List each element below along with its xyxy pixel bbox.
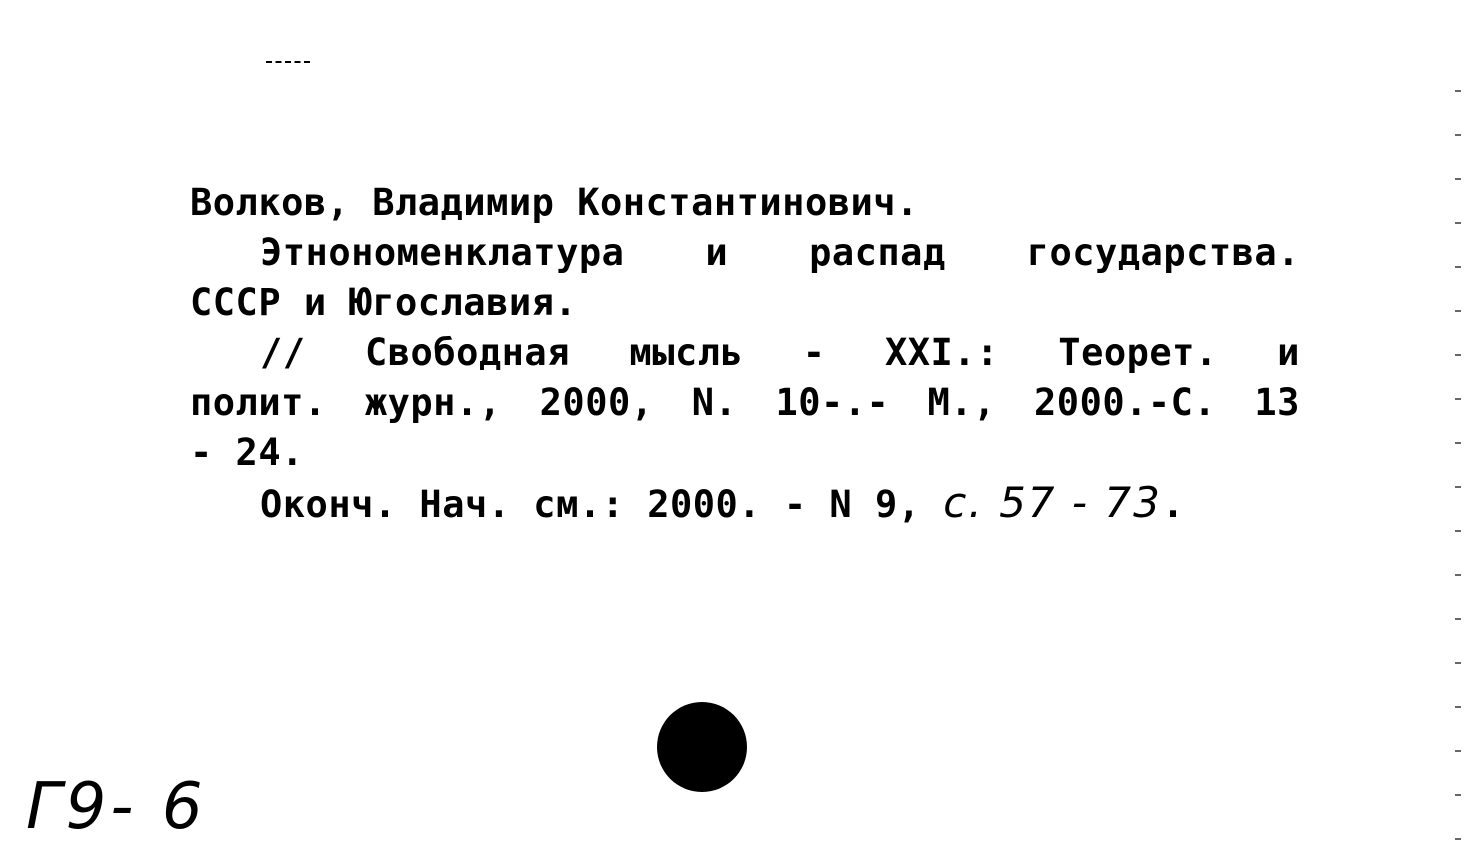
title-word: и <box>705 231 729 274</box>
title-word: распад <box>809 231 946 274</box>
source-word: Свободная <box>365 331 570 374</box>
handwritten-shelfmark: Г9- 6 <box>26 770 207 844</box>
note-line <box>190 478 1300 528</box>
source-word: Теорет. <box>1058 331 1218 374</box>
note-printed: Оконч. Нач. см.: 2000. - N 9, <box>260 483 921 526</box>
bibliographic-record <box>190 178 1300 528</box>
source-word: // <box>260 331 306 374</box>
source-word: 13 <box>1254 381 1300 424</box>
source-word: N. <box>691 381 738 424</box>
source-word: журн., <box>364 381 502 424</box>
punched-hole <box>657 702 747 792</box>
source-word: 2000.-С. <box>1034 381 1217 424</box>
title-line-2: СССР и Югославия. <box>190 281 578 324</box>
source-word: полит. <box>190 381 327 424</box>
note-handwritten-pages: с. 57 - 73 <box>943 478 1162 527</box>
title-word: Этнономенклатура <box>260 231 625 274</box>
source-word: 10-.- <box>775 381 890 424</box>
source-line-3: - 24. <box>190 431 304 474</box>
source-word: М., <box>927 381 996 424</box>
source-line-2 <box>190 378 1300 428</box>
title-word: государства. <box>1026 231 1300 274</box>
source-word: и <box>1277 331 1300 374</box>
source-word: XXI.: <box>884 331 999 374</box>
right-edge-marks <box>1455 90 1461 850</box>
source-line-1 <box>190 328 1300 378</box>
source-word: 2000, <box>539 381 654 424</box>
note-end: . <box>1161 483 1185 526</box>
author-line: Волков, Владимир Константинович. <box>190 181 919 224</box>
title-line-1 <box>190 228 1300 278</box>
source-word: - <box>802 331 826 374</box>
source-word: мысль <box>629 331 744 374</box>
top-dash-mark <box>266 61 310 63</box>
